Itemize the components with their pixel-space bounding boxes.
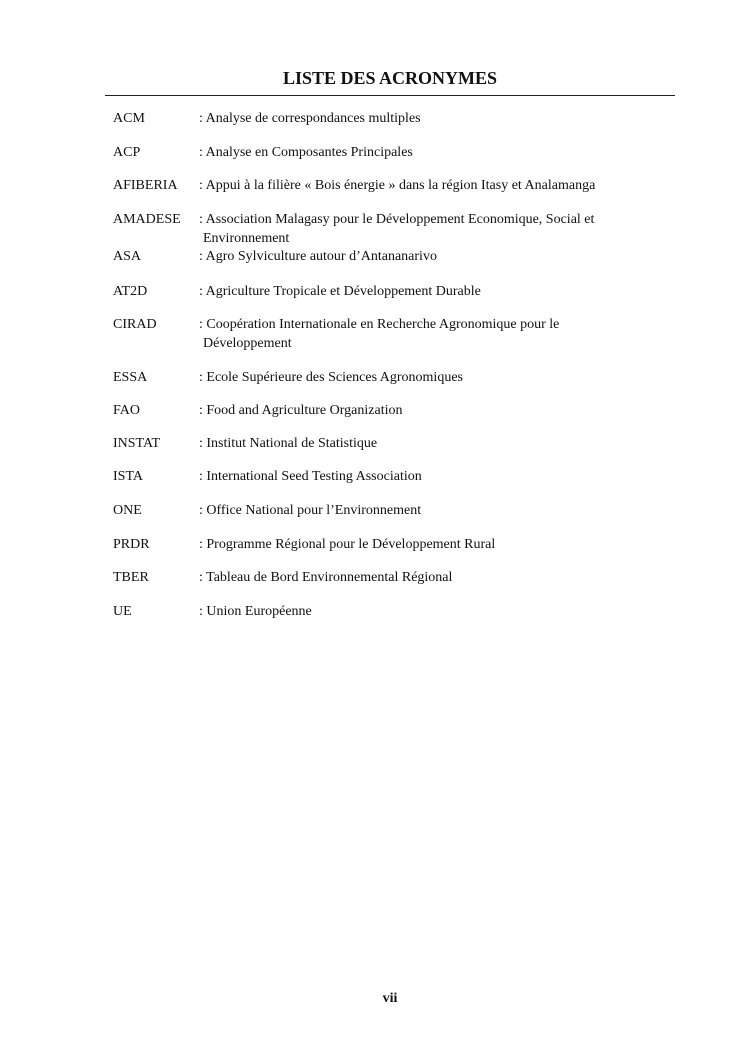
acronym-definition [199, 501, 669, 520]
acronym-abbreviation: FAO [113, 403, 140, 418]
definition-continuation: Développement [203, 336, 292, 351]
acronym-abbreviation: ASA [113, 249, 142, 264]
definition-line: : Coopération Internationale en Recherche Agronomique pour le [199, 317, 560, 332]
acronym-abbreviation: ESSA [113, 370, 148, 385]
acronym-definition [199, 368, 669, 387]
definition-line: : Food and Agriculture Organization [199, 403, 403, 418]
definition-line: : Ecole Supérieure des Sciences Agronomiques [199, 370, 463, 385]
acronym-definition [199, 315, 669, 353]
acronym-definition [199, 602, 669, 621]
acronym-definition [199, 401, 669, 420]
definition-line: : Union Européenne [199, 604, 312, 619]
definition-line: : International Seed Testing Association [199, 469, 422, 484]
definition-line: : Appui à la filière « Bois énergie » dans la région Itasy et Analamanga [199, 178, 596, 193]
acronym-definition [199, 109, 669, 128]
acronym-abbreviation: INSTAT [113, 436, 161, 451]
definition-line: : Tableau de Bord Environnemental Régional [199, 570, 453, 585]
page-title: LISTE DES ACRONYMES [282, 68, 498, 88]
definition-line: : Agriculture Tropicale et Développement Durable [199, 284, 481, 299]
acronym-definition [199, 282, 669, 301]
definition-line: : Programme Régional pour le Développement Rural [199, 537, 496, 552]
acronym-abbreviation: PRDR [113, 537, 150, 552]
acronym-definition [199, 247, 669, 266]
definition-line: : Analyse de correspondances multiples [199, 111, 421, 126]
definition-line: : Association Malagasy pour le Développement Economique, Social et [199, 212, 595, 227]
title-divider [105, 95, 675, 96]
acronym-abbreviation: ACM [113, 111, 145, 126]
acronym-abbreviation: ACP [113, 145, 141, 160]
definition-line: : Agro Sylviculture autour d’Antananarivo [199, 249, 437, 264]
definition-line: : Office National pour l’Environnement [199, 503, 422, 518]
page-number: vii [382, 991, 398, 1006]
acronym-definition [199, 210, 669, 248]
acronym-abbreviation: UE [113, 604, 132, 619]
acronym-abbreviation: AFIBERIA [113, 178, 178, 193]
acronym-abbreviation: AMADESE [113, 212, 181, 227]
acronym-definition [199, 143, 669, 162]
definition-line: : Institut National de Statistique [199, 436, 378, 451]
definition-continuation: Environnement [203, 231, 290, 246]
acronym-definition [199, 467, 669, 486]
acronym-abbreviation: ONE [113, 503, 142, 518]
definition-line: : Analyse en Composantes Principales [199, 145, 413, 160]
acronym-definition [199, 434, 669, 453]
acronym-abbreviation: CIRAD [113, 317, 157, 332]
acronym-abbreviation: ISTA [113, 469, 143, 484]
acronym-definition [199, 535, 669, 554]
acronym-definition [199, 568, 669, 587]
acronym-abbreviation: AT2D [113, 284, 148, 299]
acronym-definition [199, 176, 669, 195]
acronym-abbreviation: TBER [113, 570, 149, 585]
